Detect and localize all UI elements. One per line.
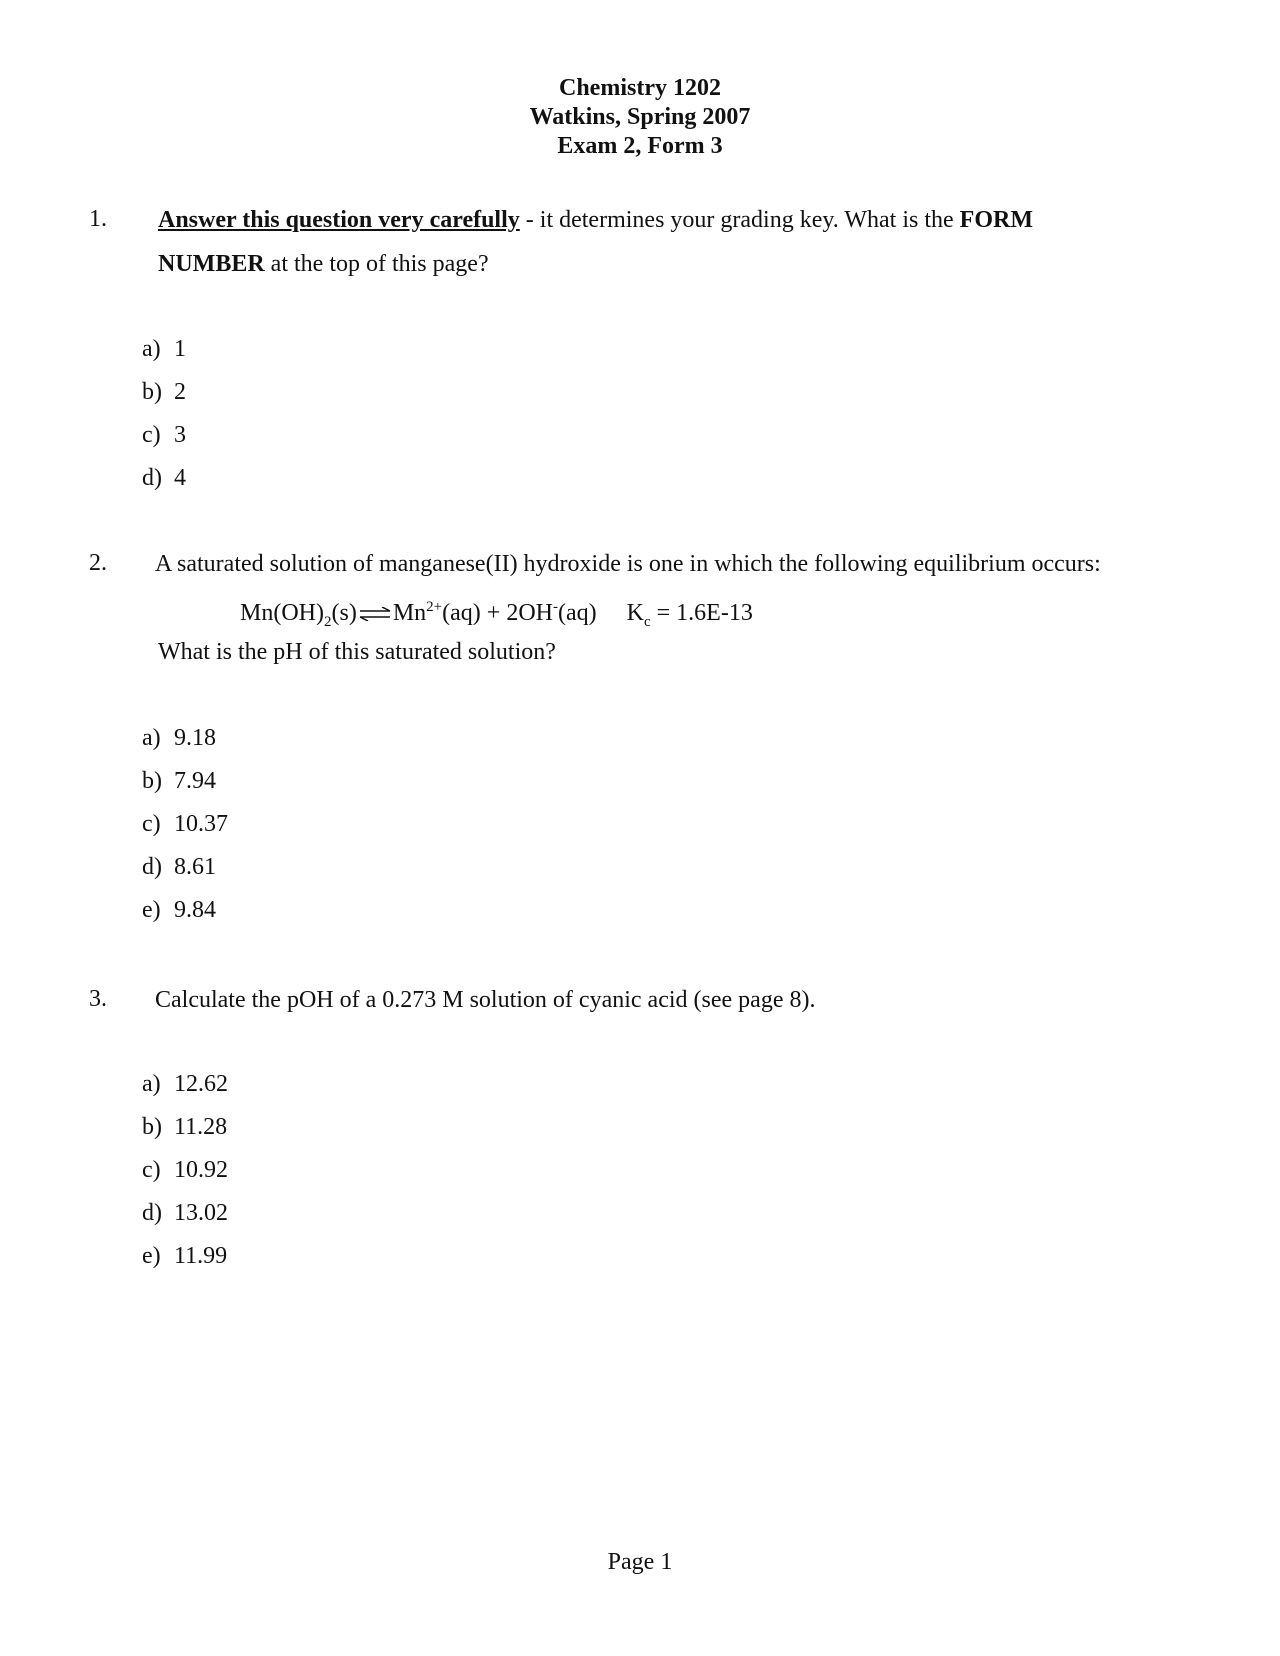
equilibrium-arrow-icon <box>358 599 392 629</box>
question-3-number: 3. <box>89 986 107 1012</box>
option-label: e) <box>142 1243 161 1269</box>
question-1-line-1 <box>158 198 1033 242</box>
option-b[interactable] <box>142 766 228 809</box>
option-c[interactable] <box>142 420 186 463</box>
option-label: d) <box>142 854 162 880</box>
option-value: 4 <box>174 465 186 491</box>
option-value: 9.84 <box>174 897 216 923</box>
exam-header <box>0 74 1280 161</box>
option-label: b) <box>142 379 162 405</box>
option-label: b) <box>142 1114 162 1140</box>
question-1-text-part: - it determines your grading key. What is the <box>519 207 960 233</box>
equilibrium-constant <box>626 600 753 630</box>
option-label: d) <box>142 465 162 491</box>
question-3-text: Calculate the pOH of a 0.273 M solution of cyanic acid (see page 8). <box>155 987 816 1013</box>
option-value: 13.02 <box>174 1200 228 1226</box>
option-value: 2 <box>174 379 186 405</box>
option-value: 11.99 <box>174 1243 228 1269</box>
option-e[interactable] <box>142 1241 228 1284</box>
k-symbol: K <box>626 600 644 626</box>
option-value: 7.94 <box>174 768 216 794</box>
option-label: d) <box>142 1200 162 1226</box>
question-2-options <box>142 723 228 938</box>
equation-reactant: Mn(OH) <box>240 600 324 626</box>
option-label: c) <box>142 422 161 448</box>
question-3-options <box>142 1069 228 1284</box>
k-value: = 1.6E-13 <box>650 600 753 626</box>
question-1-number-word: NUMBER <box>158 251 265 277</box>
option-c[interactable] <box>142 809 228 852</box>
option-c[interactable] <box>142 1155 228 1198</box>
exam-form: Exam 2, Form 3 <box>557 133 723 159</box>
option-d[interactable] <box>142 852 228 895</box>
equation-product-2-state: (aq) <box>557 600 597 626</box>
question-2-text: A saturated solution of manganese(II) hydroxide is one in which the following equilibrium occurs: <box>155 551 1101 577</box>
option-label: a) <box>142 725 161 751</box>
option-value: 3 <box>174 422 186 448</box>
option-d[interactable] <box>142 1198 228 1241</box>
option-a[interactable] <box>142 334 186 377</box>
equation-reactant-state: (s) <box>331 600 357 626</box>
option-label: e) <box>142 897 161 923</box>
page-number: Page 1 <box>607 1549 673 1575</box>
option-label: b) <box>142 768 162 794</box>
course-title: Chemistry 1202 <box>559 75 721 101</box>
option-label: a) <box>142 336 161 362</box>
question-1-text <box>158 198 1033 286</box>
question-2-prompt: What is the pH of this saturated solution? <box>158 639 556 665</box>
option-a[interactable] <box>142 723 228 766</box>
k-subscript: c <box>643 613 651 630</box>
question-1-form-word: FORM <box>959 207 1033 233</box>
equation-product-2: (aq) + 2OH <box>442 600 553 626</box>
equation-product-1-charge: 2+ <box>426 599 443 615</box>
equation-reactant-subscript: 2 <box>324 613 332 630</box>
option-value: 8.61 <box>174 854 216 880</box>
option-value: 11.28 <box>174 1114 228 1140</box>
option-label: c) <box>142 811 161 837</box>
option-d[interactable] <box>142 463 186 506</box>
option-label: c) <box>142 1157 161 1183</box>
option-value: 1 <box>174 336 186 362</box>
option-a[interactable] <box>142 1069 228 1112</box>
option-b[interactable] <box>142 1112 228 1155</box>
question-1-number: 1. <box>89 206 107 232</box>
equation-product-1: Mn <box>392 600 427 626</box>
instructor-term: Watkins, Spring 2007 <box>529 104 751 130</box>
option-value: 12.62 <box>174 1071 228 1097</box>
question-1-line-2 <box>158 242 1033 286</box>
option-value: 10.92 <box>174 1157 228 1183</box>
option-value: 9.18 <box>174 725 216 751</box>
option-e[interactable] <box>142 895 228 938</box>
equation-product-2-charge: - <box>552 599 558 615</box>
option-b[interactable] <box>142 377 186 420</box>
question-1-text-end: at the top of this page? <box>264 251 489 277</box>
option-value: 10.37 <box>174 811 228 837</box>
question-1-emphasis: Answer this question very carefully <box>158 207 520 233</box>
option-label: a) <box>142 1071 161 1097</box>
question-1-options <box>142 334 186 506</box>
question-2-number: 2. <box>89 550 107 576</box>
